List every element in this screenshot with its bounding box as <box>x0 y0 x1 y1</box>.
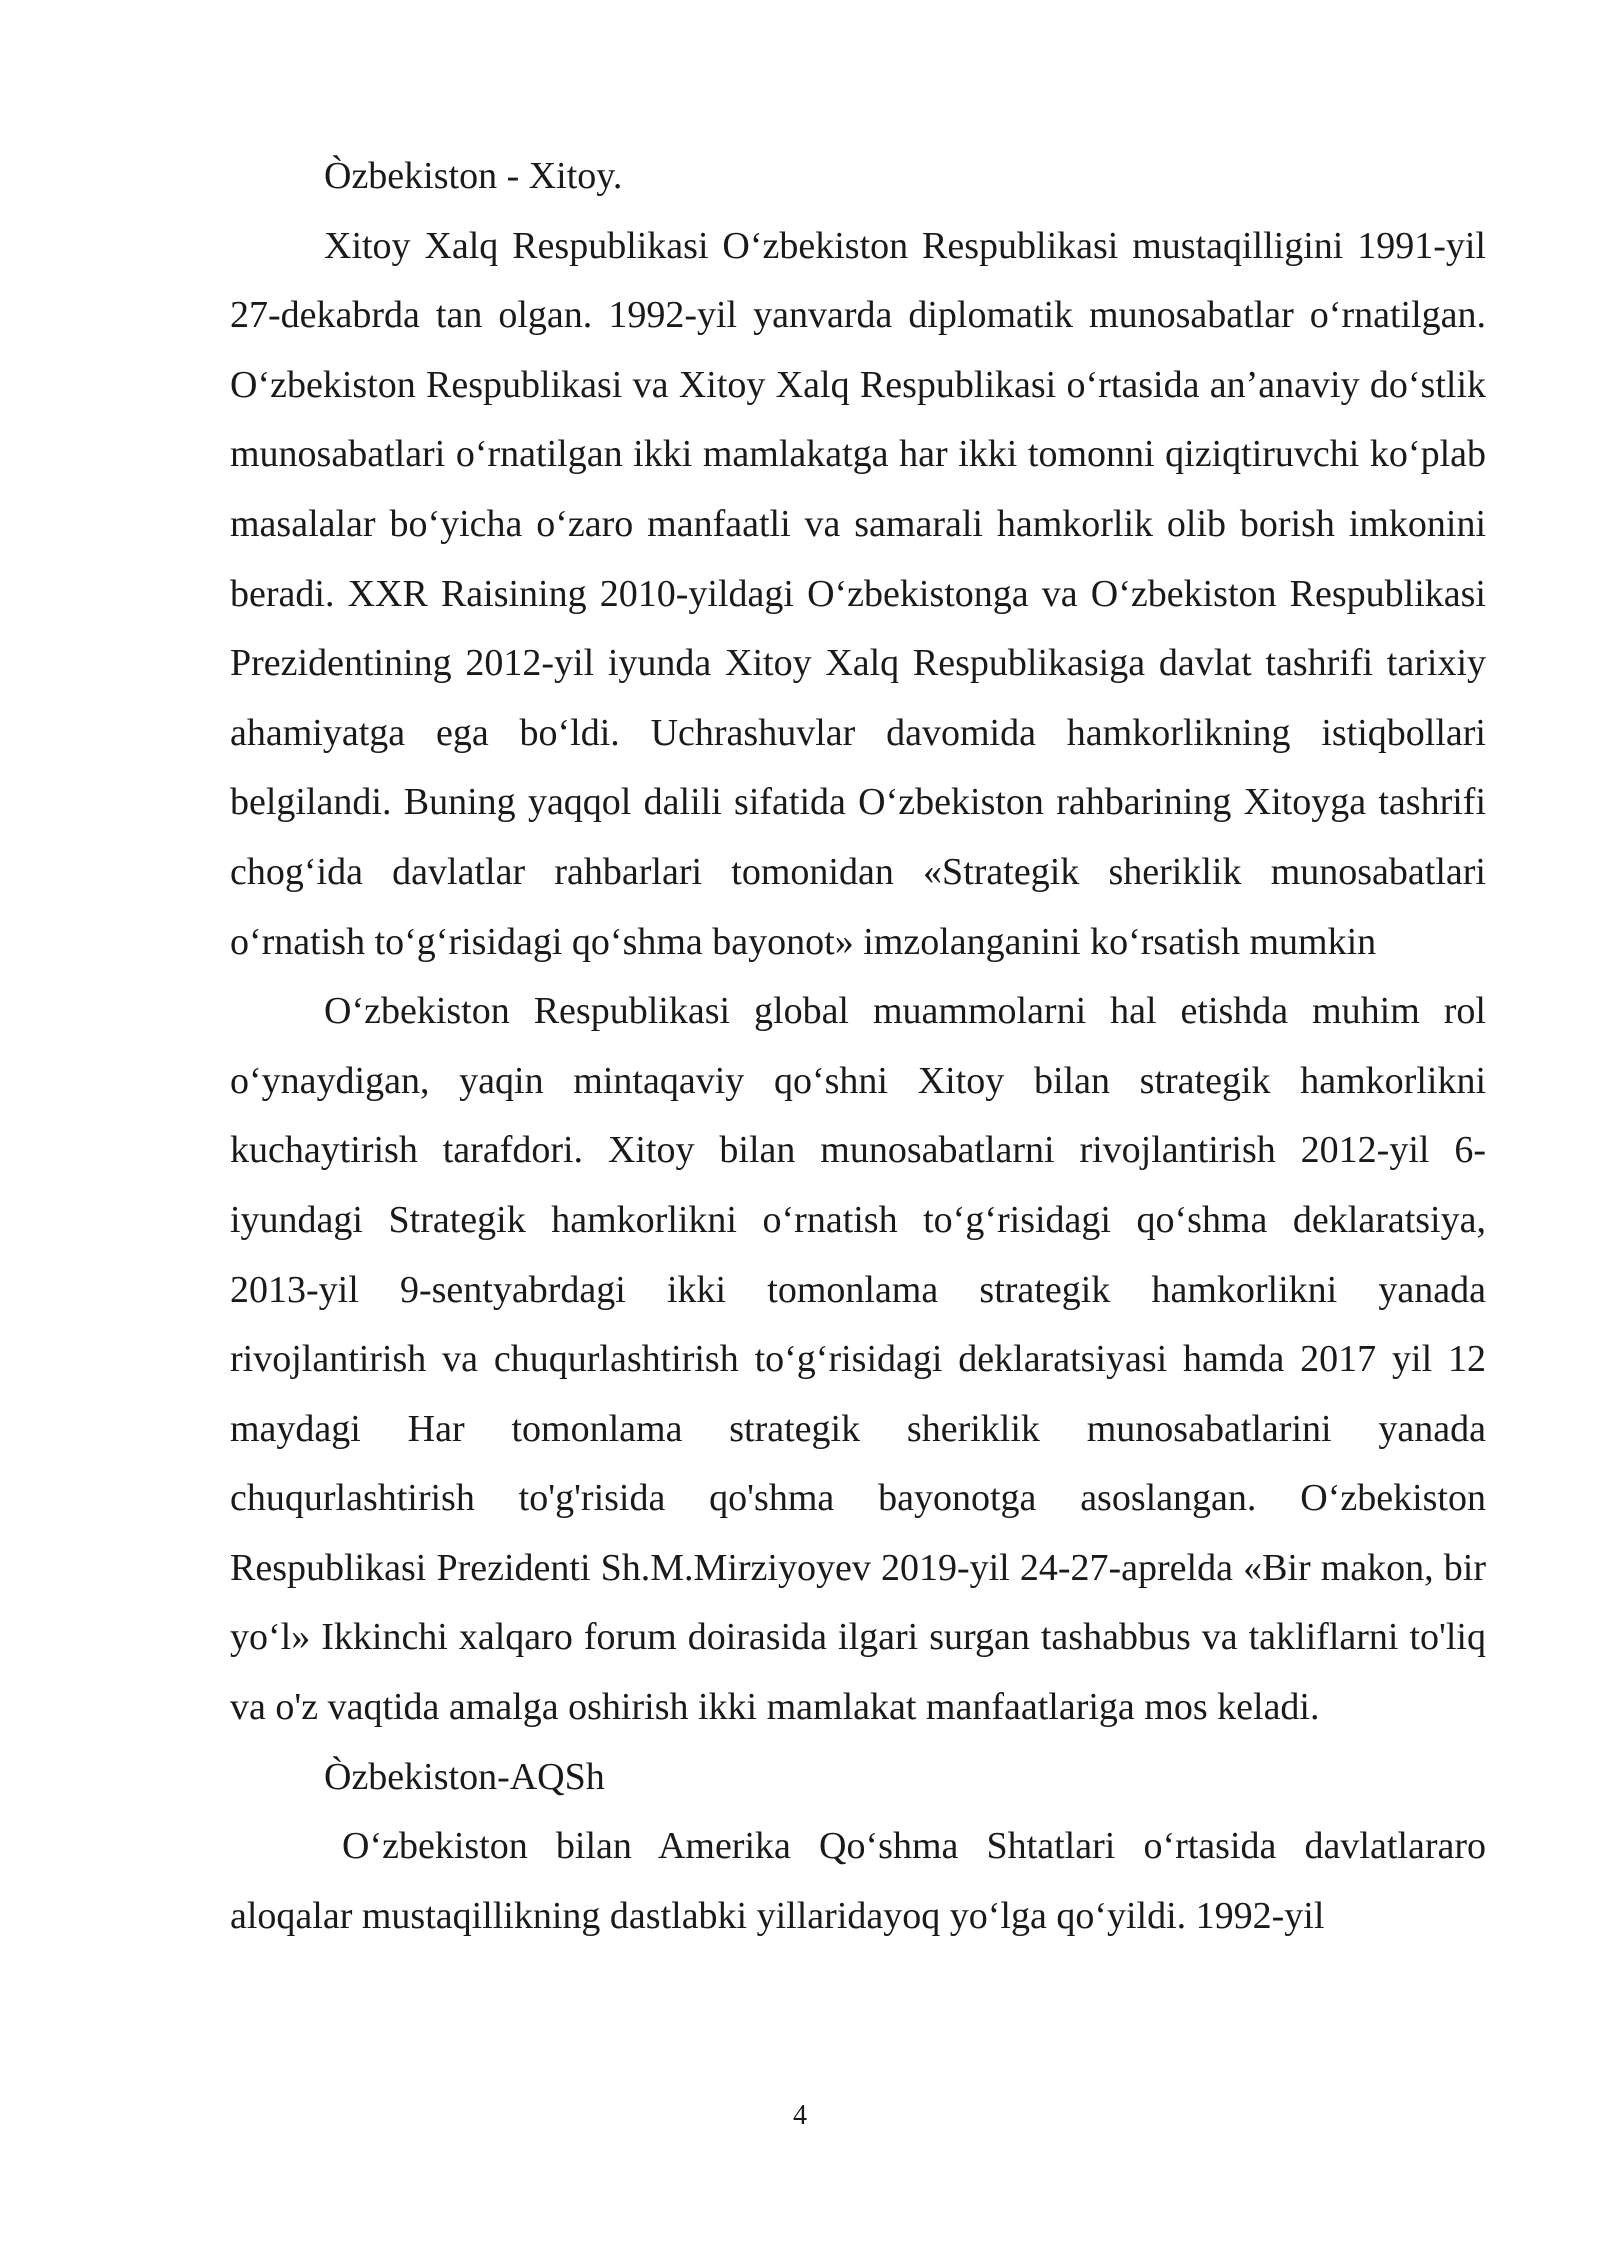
page-body <box>230 142 1486 1951</box>
page-number: 4 <box>793 2100 807 2131</box>
section-heading-uzbekistan-usa: Òzbekiston-AQSh <box>324 1755 605 1798</box>
paragraph-strategic-partnership: O‘zbekiston Respublikasi global muammolarni hal etishda muhim rol o‘ynaydigan, yaqin mintaqaviy qo‘shni Xitoy bilan strategik hamkorlikni kuchaytirish tarafdori. Xitoy bilan munosabatlarni rivojlantirish 2012-yil 6-iyundagi Strategik hamkorlikni o‘rnatish to‘g‘risidagi qo‘shma deklaratsiya, 2013-yil 9-sentyabrdagi ikki tomonlama strategik hamkorlikni yanada rivojlantirish va chuqurlashtirish to‘g‘risidagi deklaratsiyasi hamda 2017 yil 12 maydagi Har tomonlama strategik sheriklik munosabatlarini yanada chuqurlashtirish to'g'risida qo'shma bayonotga asoslangan. O‘zbekiston Respublikasi Prezidenti Sh.M.Mirziyoyev 2019-yil 24-27-aprelda «Bir makon, bir yo‘l» Ikkinchi xalqaro forum doirasida ilgari surgan tashabbus va takliflarni to'liq va o'z vaqtida amalga oshirish ikki mamlakat manfaatlariga mos keladi. <box>230 990 1486 1729</box>
section-heading-uzbekistan-china: Òzbekiston - Xitoy. <box>324 155 623 197</box>
paragraph-usa-relations: O‘zbekiston bilan Amerika Qo‘shma Shtatlari o‘rtasida davlatlararo aloqalar mustaqillikning dastlabki yillaridayoq yo‘lga qo‘yildi. 1992-yil <box>230 1825 1486 1937</box>
paragraph-diplomatic-relations: Xitoy Xalq Respublikasi O‘zbekiston Respublikasi mustaqilligini 1991-yil 27-dekabrda tan olgan. 1992-yil yanvarda diplomatik munosabatlar o‘rnatilgan. O‘zbekiston Respublikasi va Xitoy Xalq Respublikasi o‘rtasida an’anaviy do‘stlik munosabatlari o‘rnatilgan ikki mamlakatga har ikki tomonni qiziqtiruvchi ko‘plab masalalar bo‘yicha o‘zaro manfaatli va samarali hamkorlik olib borish imkonini beradi. XXR Raisining 2010-yildagi O‘zbekistonga va O‘zbekiston Respublikasi Prezidentining 2012-yil iyunda Xitoy Xalq Respublikasiga davlat tashrifi tarixiy ahamiyatga ega bo‘ldi. Uchrashuvlar davomida hamkorlikning istiqbollari belgilandi. Buning yaqqol dalili sifatida O‘zbekiston rahbarining Xitoyga tashrifi chog‘ida davlatlar rahbarlari tomonidan «Strategik sheriklik munosabatlari o‘rnatish to‘g‘risidagi qo‘shma bayonot» imzolanganini ko‘rsatish mumkin <box>230 224 1486 963</box>
